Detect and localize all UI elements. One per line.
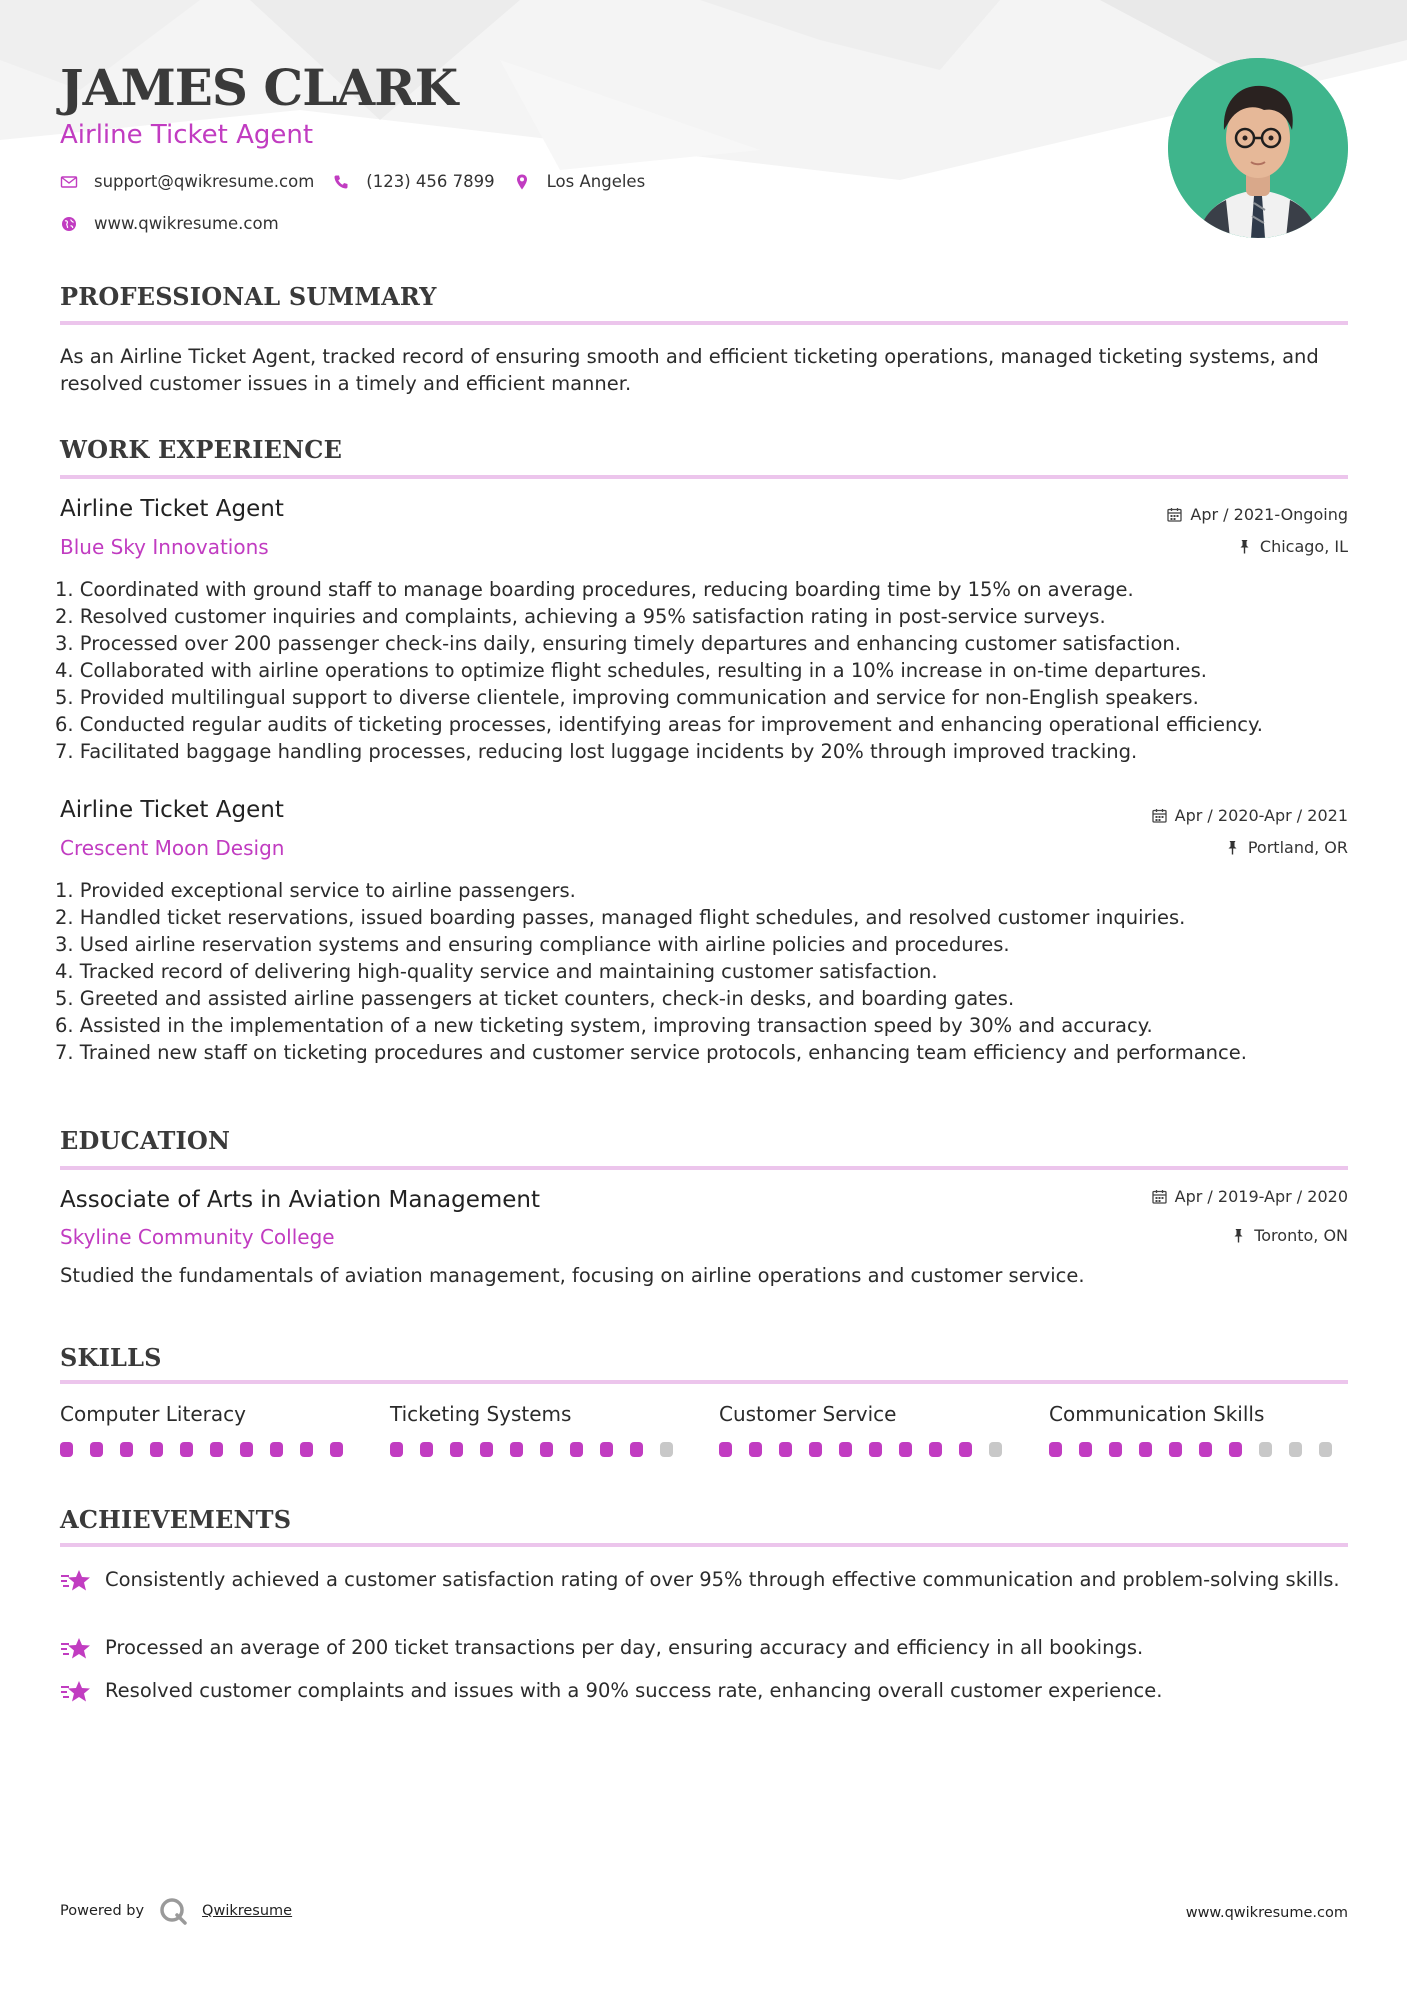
portrait-illustration bbox=[1168, 58, 1348, 238]
qwikresume-logo-icon bbox=[158, 1896, 188, 1926]
skill-dot-empty bbox=[660, 1442, 673, 1457]
skill-dot-filled bbox=[420, 1442, 433, 1457]
skill-item bbox=[719, 1402, 1019, 1457]
skill-dot-empty bbox=[1319, 1442, 1332, 1457]
contact-row bbox=[60, 172, 663, 191]
envelope-icon bbox=[60, 173, 78, 191]
list-item: 7. Trained new staff on ticketing procedures and customer service protocols, enhancing team efficiency and performance. bbox=[55, 1041, 1247, 1064]
skill-dot-filled bbox=[749, 1442, 762, 1457]
skill-name: Customer Service bbox=[719, 1402, 897, 1426]
contact-row-website bbox=[60, 214, 297, 233]
skill-dot-filled bbox=[809, 1442, 822, 1457]
skill-dot-filled bbox=[180, 1442, 193, 1457]
skill-dot-empty bbox=[1289, 1442, 1302, 1457]
list-item: 6. Assisted in the implementation of a new ticketing system, improving transaction speed by 30% and accuracy. bbox=[55, 1014, 1153, 1037]
skill-dot-filled bbox=[1199, 1442, 1212, 1457]
skill-dot-empty bbox=[989, 1442, 1002, 1457]
location-text: Los Angeles bbox=[546, 172, 646, 191]
skill-rating bbox=[719, 1442, 1019, 1457]
phone-text: (123) 456 7899 bbox=[366, 172, 495, 191]
education-dates bbox=[1152, 1187, 1348, 1206]
powered-by-text: Powered by bbox=[60, 1903, 145, 1919]
globe-icon bbox=[60, 215, 78, 233]
company-name: Blue Sky Innovations bbox=[60, 535, 269, 559]
skill-dot-filled bbox=[330, 1442, 343, 1457]
list-item: 3. Used airline reservation systems and ensuring compliance with airline policies and procedures. bbox=[55, 933, 1010, 956]
skill-dot-filled bbox=[1139, 1442, 1152, 1457]
skill-dot-filled bbox=[839, 1442, 852, 1457]
skills-heading: SKILLS bbox=[60, 1343, 162, 1372]
calendar-icon bbox=[1152, 808, 1167, 823]
job-title: Airline Ticket Agent bbox=[60, 496, 284, 522]
skill-rating bbox=[1049, 1442, 1349, 1457]
contact-email[interactable] bbox=[60, 172, 314, 191]
skill-dot-filled bbox=[270, 1442, 283, 1457]
job-dates-text: Apr / 2020-Apr / 2021 bbox=[1174, 806, 1348, 825]
email-text: support@qwikresume.com bbox=[94, 172, 315, 191]
skill-dot-filled bbox=[240, 1442, 253, 1457]
list-item: 7. Facilitated baggage handling processes, reducing lost luggage incidents by 20% through improved tracking. bbox=[55, 740, 1138, 763]
list-item: 3. Processed over 200 passenger check-ins daily, ensuring timely departures and enhancing customer satisfaction. bbox=[55, 632, 1181, 655]
skill-name: Computer Literacy bbox=[60, 1402, 246, 1426]
education-location-text: Toronto, ON bbox=[1254, 1226, 1348, 1245]
footer-branding bbox=[60, 1896, 292, 1926]
skill-dot-filled bbox=[869, 1442, 882, 1457]
job-dates bbox=[1152, 806, 1348, 825]
skill-dot-filled bbox=[899, 1442, 912, 1457]
pushpin-icon bbox=[1231, 1228, 1246, 1243]
skill-dot-filled bbox=[540, 1442, 553, 1457]
job-responsibilities bbox=[55, 877, 1355, 1066]
list-item: 1. Provided exceptional service to airline passengers. bbox=[55, 879, 576, 902]
list-item: 4. Collaborated with airline operations to optimize flight schedules, resulting in a 10% increase in on-time departures. bbox=[55, 659, 1207, 682]
list-item: 2. Handled ticket reservations, issued boarding passes, managed flight schedules, and resolved customer inquiries. bbox=[55, 906, 1186, 929]
list-item: 1. Coordinated with ground staff to manage boarding procedures, reducing boarding time by 15% on average. bbox=[55, 578, 1134, 601]
skill-dot-filled bbox=[779, 1442, 792, 1457]
candidate-name: JAMES CLARK bbox=[60, 58, 458, 117]
skill-dot-filled bbox=[1049, 1442, 1062, 1457]
achievement-item bbox=[60, 1677, 1348, 1706]
school-name: Skyline Community College bbox=[60, 1225, 335, 1249]
pushpin-icon bbox=[1225, 840, 1240, 855]
achievement-item bbox=[60, 1566, 1348, 1595]
skill-dot-filled bbox=[480, 1442, 493, 1457]
skill-dot-filled bbox=[300, 1442, 313, 1457]
achievement-item bbox=[60, 1634, 1348, 1663]
achievement-text: Resolved customer complaints and issues with a 90% success rate, enhancing overall customer experience. bbox=[105, 1679, 1163, 1702]
section-divider bbox=[60, 1380, 1348, 1384]
website-text: www.qwikresume.com bbox=[94, 214, 279, 233]
skill-dot-filled bbox=[600, 1442, 613, 1457]
experience-heading: WORK EXPERIENCE bbox=[60, 435, 343, 464]
skill-dot-filled bbox=[719, 1442, 732, 1457]
skill-dot-filled bbox=[959, 1442, 972, 1457]
degree-title: Associate of Arts in Aviation Management bbox=[60, 1187, 541, 1213]
education-dates-text: Apr / 2019-Apr / 2020 bbox=[1174, 1187, 1348, 1206]
job-location bbox=[1225, 838, 1348, 857]
phone-icon bbox=[332, 173, 350, 191]
summary-text: As an Airline Ticket Agent, tracked record of ensuring smooth and efficient ticketing operations, managed ticketing systems, and resolved customer issues in a timely and efficient manner. bbox=[60, 345, 1319, 395]
list-item: 6. Conducted regular audits of ticketing processes, identifying areas for improvement and enhancing operational efficiency. bbox=[55, 713, 1263, 736]
company-name: Crescent Moon Design bbox=[60, 836, 285, 860]
job-dates-text: Apr / 2021-Ongoing bbox=[1190, 505, 1348, 524]
job-responsibilities bbox=[55, 576, 1355, 765]
candidate-role: Airline Ticket Agent bbox=[60, 120, 314, 150]
skill-dot-filled bbox=[90, 1442, 103, 1457]
skill-dot-filled bbox=[390, 1442, 403, 1457]
skill-dot-filled bbox=[1169, 1442, 1182, 1457]
section-divider bbox=[60, 475, 1348, 479]
skill-dot-empty bbox=[1259, 1442, 1272, 1457]
section-divider bbox=[60, 1543, 1348, 1547]
list-item: 5. Provided multilingual support to diverse clientele, improving communication and service for non-English speakers. bbox=[55, 686, 1199, 709]
contact-website[interactable] bbox=[60, 214, 279, 233]
skill-dot-filled bbox=[570, 1442, 583, 1457]
shooting-star-icon bbox=[60, 1635, 92, 1663]
education-location bbox=[1231, 1226, 1348, 1245]
skill-rating bbox=[390, 1442, 690, 1457]
job-dates bbox=[1167, 505, 1348, 524]
section-divider bbox=[60, 1166, 1348, 1170]
skill-dot-filled bbox=[60, 1442, 73, 1457]
skill-dot-filled bbox=[1079, 1442, 1092, 1457]
job-location-text: Portland, OR bbox=[1247, 838, 1348, 857]
skill-item bbox=[1049, 1402, 1349, 1457]
contact-location bbox=[513, 172, 646, 191]
skill-dot-filled bbox=[450, 1442, 463, 1457]
skill-name: Communication Skills bbox=[1049, 1402, 1265, 1426]
pushpin-icon bbox=[1237, 539, 1252, 554]
calendar-icon bbox=[1152, 1189, 1167, 1204]
list-item: 4. Tracked record of delivering high-quality service and maintaining customer satisfaction. bbox=[55, 960, 938, 983]
education-description: Studied the fundamentals of aviation management, focusing on airline operations and customer service. bbox=[60, 1264, 1085, 1287]
section-divider bbox=[60, 321, 1348, 325]
shooting-star-icon bbox=[60, 1678, 92, 1706]
achievements-heading: ACHIEVEMENTS bbox=[60, 1505, 292, 1534]
footer-website[interactable]: www.qwikresume.com bbox=[1185, 1905, 1348, 1921]
skill-name: Ticketing Systems bbox=[390, 1402, 572, 1426]
skill-item bbox=[390, 1402, 690, 1457]
achievement-text: Processed an average of 200 ticket transactions per day, ensuring accuracy and efficiency in all bookings. bbox=[105, 1636, 1144, 1659]
skill-rating bbox=[60, 1442, 360, 1457]
calendar-icon bbox=[1167, 507, 1182, 522]
list-item: 5. Greeted and assisted airline passengers at ticket counters, check-in desks, and boarding gates. bbox=[55, 987, 1015, 1010]
skill-item bbox=[60, 1402, 360, 1457]
skill-dot-filled bbox=[120, 1442, 133, 1457]
education-heading: EDUCATION bbox=[60, 1126, 231, 1155]
skill-dot-filled bbox=[929, 1442, 942, 1457]
summary-heading: PROFESSIONAL SUMMARY bbox=[60, 282, 437, 311]
shooting-star-icon bbox=[60, 1567, 92, 1595]
skill-dot-filled bbox=[1229, 1442, 1242, 1457]
job-title: Airline Ticket Agent bbox=[60, 797, 284, 823]
skill-dot-filled bbox=[1109, 1442, 1122, 1457]
skill-dot-filled bbox=[210, 1442, 223, 1457]
achievement-text: Consistently achieved a customer satisfaction rating of over 95% through effective communication and problem-solving skills. bbox=[105, 1568, 1340, 1591]
map-pin-icon bbox=[513, 173, 531, 191]
contact-phone[interactable] bbox=[332, 172, 494, 191]
skill-dot-filled bbox=[630, 1442, 643, 1457]
brand-link[interactable]: Qwikresume bbox=[202, 1903, 293, 1919]
skill-dot-filled bbox=[510, 1442, 523, 1457]
profile-photo bbox=[1168, 58, 1348, 238]
job-location-text: Chicago, IL bbox=[1259, 537, 1348, 556]
list-item: 2. Resolved customer inquiries and complaints, achieving a 95% satisfaction rating in post-service surveys. bbox=[55, 605, 1106, 628]
job-location bbox=[1237, 537, 1348, 556]
skill-dot-filled bbox=[150, 1442, 163, 1457]
